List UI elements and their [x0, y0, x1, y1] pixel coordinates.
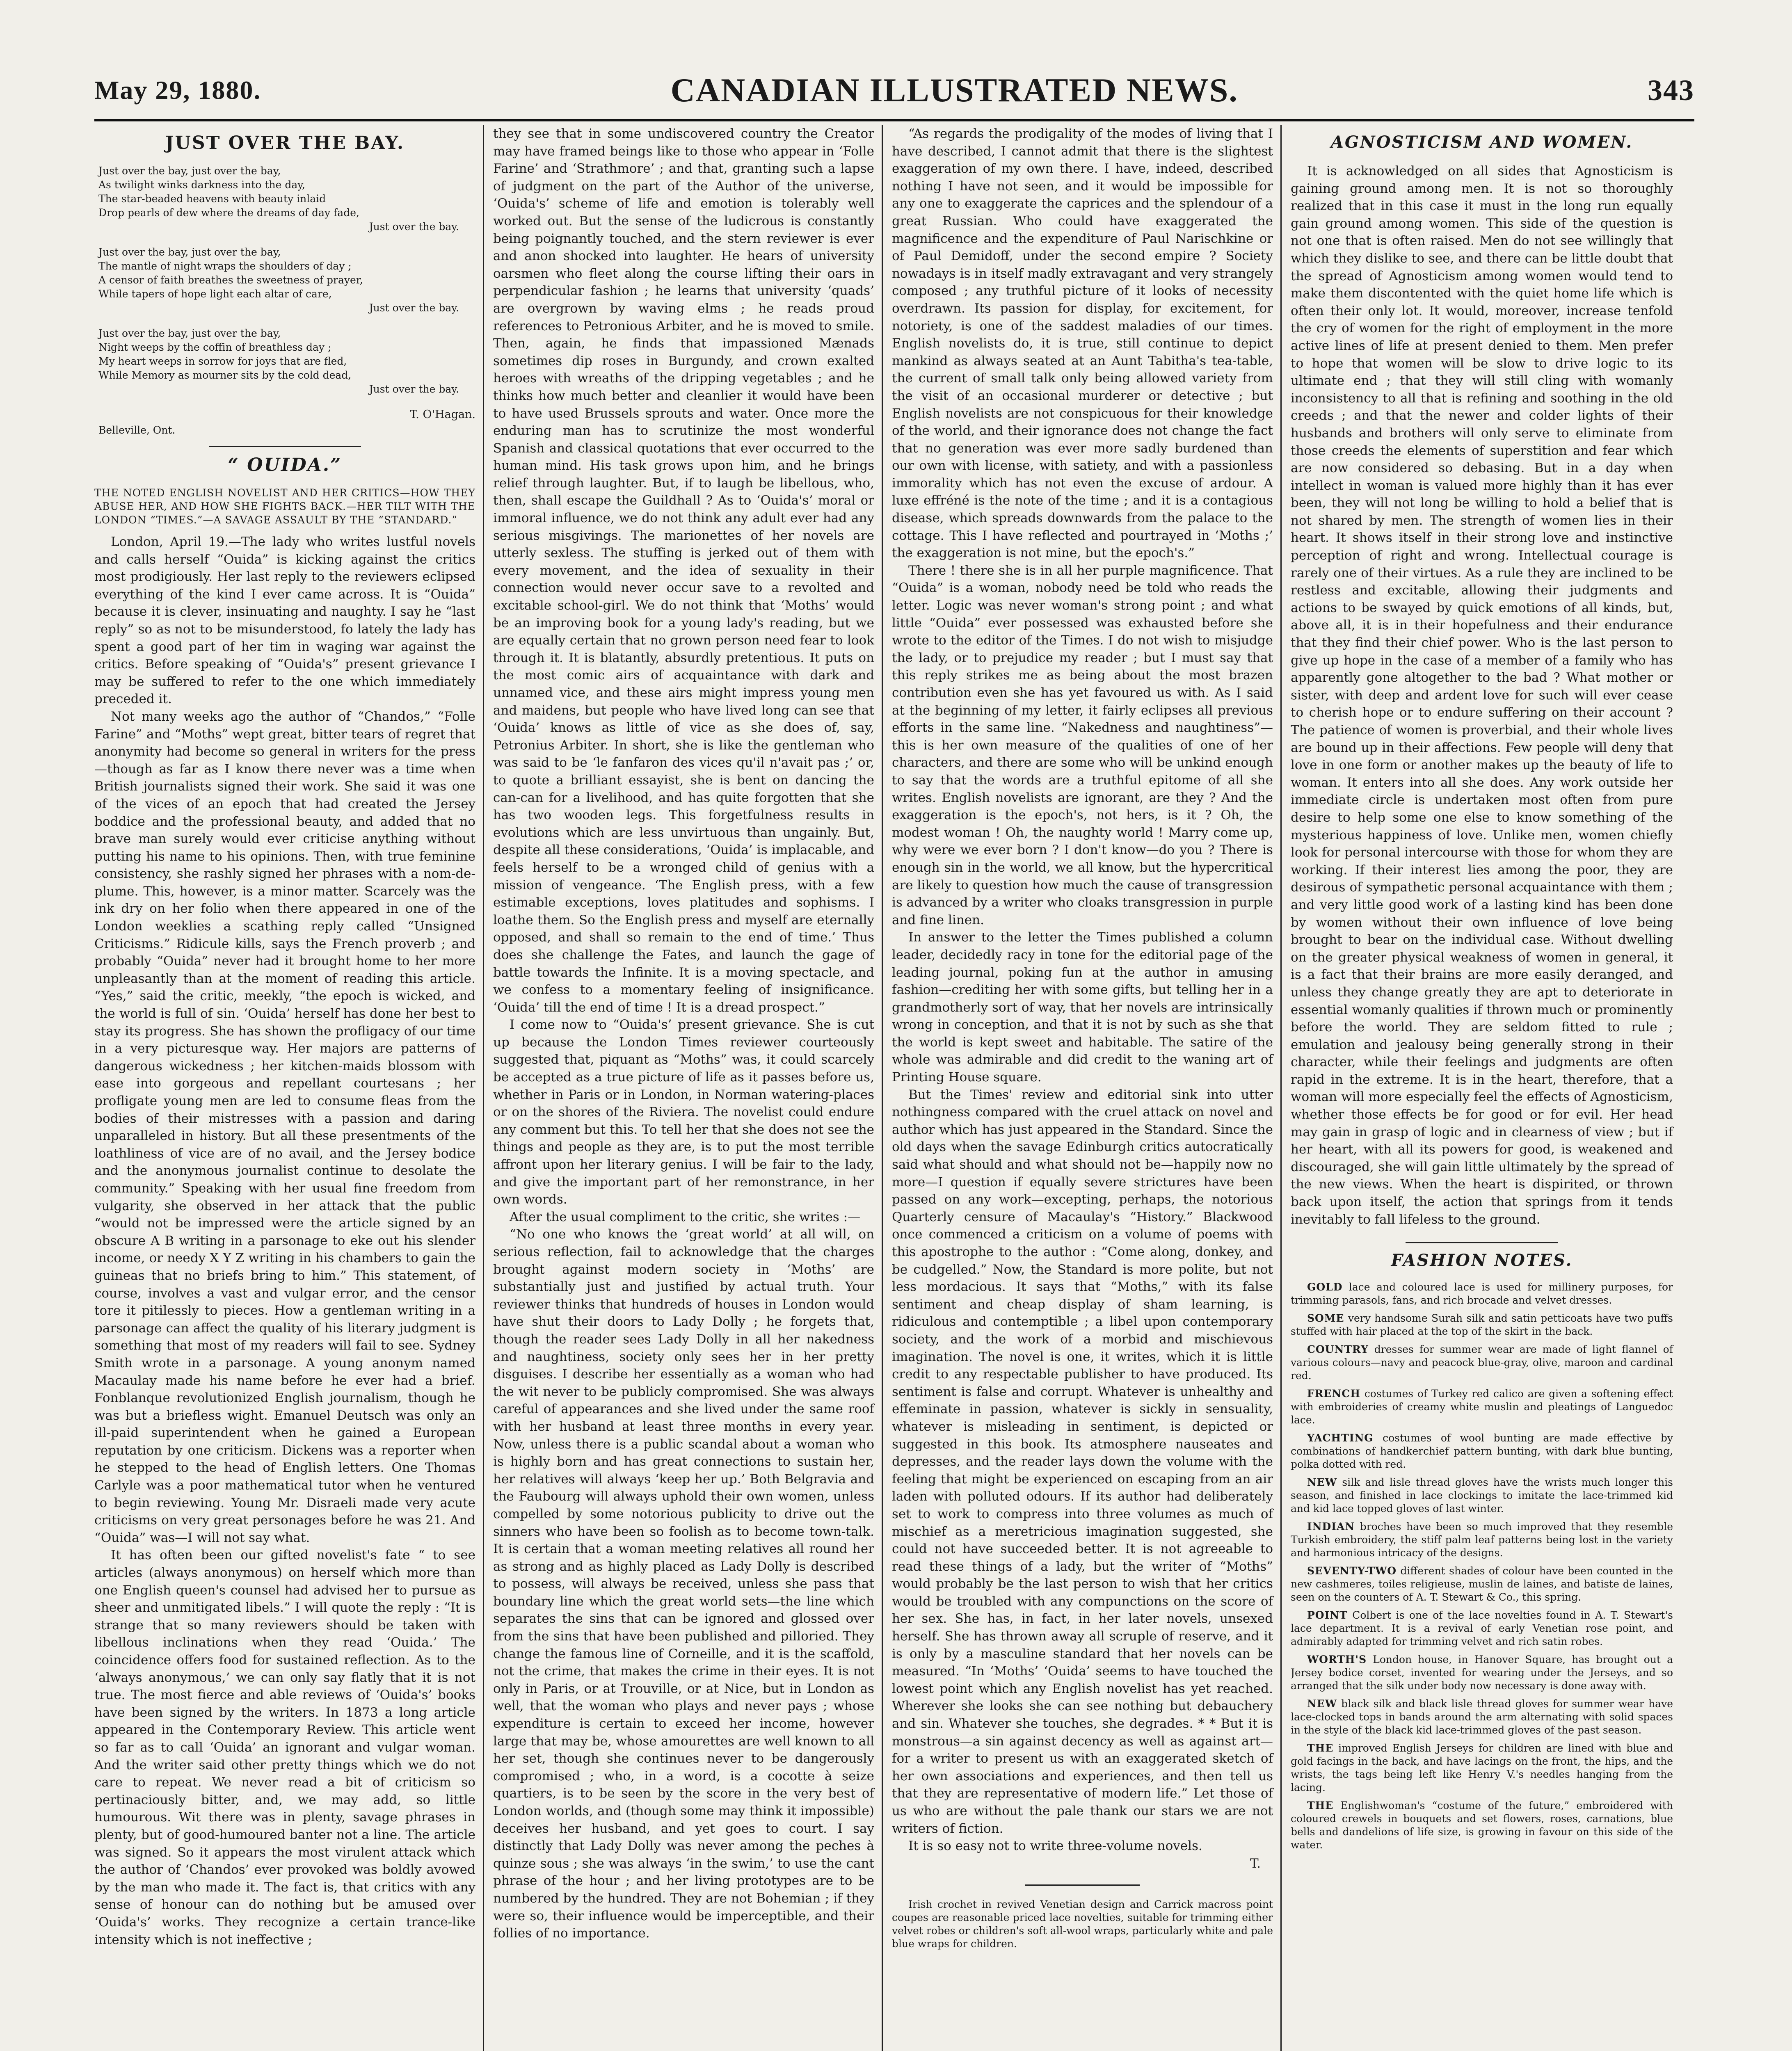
poem-line: While tapers of hope light each altar of care, [98, 288, 332, 300]
poem-title: JUST OVER THE BAY. [165, 132, 405, 153]
poem-refrain: Just over the bay. [369, 221, 459, 233]
agnosticism-title: AGNOSTICISM AND WOMEN. [1330, 132, 1633, 152]
paragraph: Not many weeks ago the author of “Chandos,” “Folle Farine” and “Moths” wept great, bitter tears of regret that anonymity had become so general in writers for the press—though as far as I know there never was a time when British journalists signed their work. She said it was one of the vices of an epoch that had created the Jersey boddice and the professional beauty, and added that no brave man surely would ever criticise anything without putting his name to his opinions. Then, with true feminine consistency, she rashly signed her phrases with a nom-de-plume. This, however, is a minor matter. Scarcely was the ink dry on her folio when there appeared in one of the London weeklies a scathing reply called “Unsigned Criticisms.” Ridicule kills, says the French proverb ; and probably “Ouida” never had it brought home to her more unpleasantly than at the moment of reading this article. “Yes,” said the critic, meekly, “the epoch is wicked, and the world is full of sin. ‘Ouida’ herself has done her best to stay its progress. She has shown the profligacy of our time in a very picturesque way. Her majors are patterns of dangerous wickedness ; her kitchen-maids blossom with ease into gorgeous and repellant courtesans ; her profligate young men are led to consume fleas from the bodies of their mistresses with a passion and daring unparalleled in history. But all these presentments of the loathliness of vice are of no avail, and the Jersey bodice and the anonymous journalist continue to desolate the community.” Speaking with her usual fine freedom from vulgarity, she observed in her attack that the public “would not be impressed were the article signed by an obscure A B writing in a parsonage to eke out his slender income, or needy X Y Z writing in his chambers to gain the guineas that no briefs bring to him.” This statement, of course, involves a vast and vulgar error, and the censor tore it pitilessly to pieces. How a gentleman writing in a parsonage can affect the quality of his literary judgment is something that most of my readers will fail to see. Sydney Smith wrote in a parsonage. A young anonym named Macaulay made his name before he ever had a brief. Fonblanque revolutionized English journalism, though he was but a briefless wight. Emanuel Deutsch was only an ill-paid superintendent when he gained a European reputation by one criticism. Dickens was a reporter when he stepped to the head of English letters. One Thomas Carlyle was a poor mathematical tutor when he ventured to begin reviewing. Young Mr. Disraeli made very acute criticisms on very great personages before he was 21. And “Ouida” was—I will not say what. [94, 709, 475, 1545]
ouida-title: “ OUIDA.” [228, 455, 342, 475]
fashion-note: SEVENTY-TWO different shades of colour have been counted in the new cashmeres, toiles religieuse, muslin de laines, and batiste de laines, seen on the counters of A. T. Stewart & Co., this spring. [1291, 1565, 1673, 1603]
poem-stanza [98, 164, 475, 234]
irish-crochet-note [892, 1898, 1273, 1951]
poem-place: Belleville, Ont. [98, 424, 176, 436]
section-divider [1025, 1884, 1140, 1886]
fashion-note: POINT Colbert is one of the lace novelties found in A. T. Stewart's lace department. It is a revival of early Venetian rose point, and admirably adapted for trimming velvet and rich satin robes. [1291, 1609, 1673, 1648]
paragraph: “As regards the prodigality of the modes of living that I have described, I cannot admit that there is the slightest exaggeration of my own there. I have, indeed, described nothing I have not seen, and it would be impossible for any one to exaggerate the caprices and the splendour of a great Russian. Who could have exaggerated the magnificence and the expenditure of Paul Narischkine or of Paul Demidoff, under the second empire ? Society nowadays is in itself madly extravagant and very strangely composed ; any truthful picture of it looks of necessity overdrawn. Its passion for display, for excitement, for notoriety, is one of the saddest maladies of our times. English novelists do, it is true, still continue to depict mankind as always seated at an Aunt Tabitha's tea-table, the current of small talk only being allowed variety from the visit of an occasional murderer or detective ; but English novelists are not conspicuous for their knowledge of the world, and their ignorance does not change the fact that no generation was ever more sadly burdened than our own with license, with satiety, and with a passionless immorality which has not even the excuse of ardour. A luxe effréné is the note of the time ; and it is a contagious disease, which spreads downwards from the palace to the cottage. This I have reflected and pourtrayed in ‘Moths ;’ the exaggeration is not mine, but the epoch's.” [892, 126, 1273, 561]
poem-line: Just over the bay, just over the bay, [98, 327, 281, 339]
column-4 [1291, 125, 1680, 2051]
fashion-note: THE improved English Jerseys for children are lined with blue and gold facings in the back, and have lacings on the front, the hips, and the wrists, the tags being left like Henry V.'s needles hanging from the lacing. [1291, 1742, 1673, 1794]
page-number: 343 [1648, 73, 1694, 107]
fashion-notes [1291, 1281, 1673, 1852]
paragraph: Irish crochet in revived Venetian design and Carrick macross point coupes are reasonable priced lace novelties, suitable for trimming either velvet robes or children's soft all-wool wraps, particularly white and pale blue wraps for children. [892, 1898, 1273, 1950]
fashion-note: NEW black silk and black lisle thread gloves for summer wear have lace-clocked tops in bands around the arm alternating with solid spaces in the style of the black kid lace-trimmed gloves of the past season. [1291, 1698, 1673, 1736]
page-header [94, 62, 1694, 121]
poem-line: While Memory as mourner sits by the cold dead, [98, 369, 352, 381]
poem-line: Drop pearls of dew where the dreams of day fade, [98, 207, 359, 219]
column-1 [94, 125, 484, 2051]
paragraph: It is so easy not to write three-volume novels. [908, 1839, 1202, 1854]
poem-line: The star-beaded heavens with beauty inlaid [98, 193, 326, 205]
fashion-note: COUNTRY dresses for summer wear are made of light flannel of various colours—navy and peacock blue-gray, olive, maroon and cardinal red. [1291, 1343, 1673, 1382]
issue-date: May 29, 1880. [94, 75, 261, 105]
paragraph: But the Times' review and editorial sink into utter nothingness compared with the cruel attack on novel and author which has just appeared in the Standard. Since the old days when the savage Edinburgh critics autocratically said what should and what should not be—happily now no more—I question if equally severe strictures have been passed on any work—excepting, perhaps, the notorious Quarterly censure of Macaulay's “History.” Blackwood once commenced a criticism on a volume of poems with this apostrophe to the author : “Come along, donkey, and be cudgelled.” Now, the Standard is more polite, but not less mordacious. It says that “Moths,” with its false sentiment and cheap display of sham learning, is ridiculous and contemptible ; a libel upon contemporary society, and the work of a morbid and mischievous imagination. The novel is one, it writes, which it is little credit to any respectable publisher to have produced. Its sentiment is false and corrupt. Whatever is unhealthy and effeminate in passion, whatever is sickly in sensuality, whatever is misleading in sentiment, is depicted or suggested in this book. Its atmosphere nauseates and depresses, and the reader lays down the volume with the feeling that might be experienced on escaping from an air laden with polluted odours. If its author had deliberately set to work to compress into three volumes as much of mischief as a meretricious imagination suggested, she could not have succeeded better. It is not agreeable to read these things of a lady, but the writer of “Moths” would probably be the last person to wish that her critics would be troubled with any compunctions on the score of her sex. She has, in fact, in her later novels, unsexed herself. She has thrown away all scruple of reserve, and it is only by a masculine standard that her novels can be measured. “In ‘Moths’ ‘Ouida’ seems to have touched the lowest point which any English novelist has yet reached. Wherever she looks she can see nothing but debauchery and sin. Whatever she touches, she degrades. * * But it is monstrous—a sin against decency as well as against art—for a writer to present us with an exaggerated sketch of her own associations and experiences, and then tell us that they are representative of modern life.” Let those of us who are without the pale thank our stars we are not writers of fiction. [892, 1087, 1273, 1836]
ouida-subhead: THE NOTED ENGLISH NOVELIST AND HER CRITICS—HOW THEY ABUSE HER, AND HOW SHE FIGHTS BACK.—HER TILT WITH THE LONDON “TIMES.”—A SAVAGE ASSAULT BY THE “STANDARD.” [94, 487, 475, 526]
article-body [493, 125, 874, 1942]
columns [94, 125, 1703, 2051]
poem-author: T. O'Hagan. [410, 408, 475, 421]
fashion-note: INDIAN broches have been so much improved that they resemble Turkish embroidery, the stiff palm leaf patterns being lost in the variety and harmonious intricacy of the designs. [1291, 1521, 1673, 1559]
poem-refrain: Just over the bay. [369, 383, 459, 395]
poem-line: A censor of faith breathes the sweetness of prayer, [98, 274, 363, 286]
fashion-note: SOME very handsome Surah silk and satin petticoats have two puffs stuffed with hair placed at the top of the skirt in the back. [1291, 1312, 1673, 1338]
poem [98, 164, 475, 422]
paragraph: I come now to “Ouida's’ present grievance. She is cut up because the London Times reviewer courteously suggested that, piquant as “Moths” was, it could scarcely be accepted as a true picture of life as it passes before us, whether in Paris or in London, in Norman watering-places or on the shores of the Riviera. The novelist could endure any comment but this. To tell her that she does not see the things and people as they are, is to put the most terrible affront upon her literary genius. I will be fair to the lady, and give the important part of her remonstrance, in her own words. [493, 1017, 874, 1207]
article-body [892, 125, 1273, 1872]
paragraph: London, April 19.—The lady who writes lustful novels and calls herself “Ouida” is kicking against the critics most prodigiously. Her last reply to the reviewers eclipsed everything of the kind I ever came across. It is “Ouida” because it is clever, insinuating and naughty. I say he “last reply” so as not to be misunderstood, fo lately the lady has spent a good part of her tim in waging war against the critics. Before speaking of “Ouida's” present grievance I may be suffered to refer to the one which immediately preceded it. [94, 534, 475, 707]
paragraph: It has often been our gifted novelist's fate “ to see articles (always anonymous) on herself which more than one English queen's counsel had advised her to pursue as sheer and unmitigated libels.” I will quote the reply : “It is strange that so many reviewers should be taken with libellous inclinations when they read ‘Ouida.’ The coincidence offers food for sustained reflection. As to the ‘always anonymous,’ we can only say flatly that it is not true. The most fierce and able reviews of ‘Ouida's’ books have been signed by the writers. In 1873 a long article appeared in the Contemporary Review. This article went so far as to call ‘Ouida’ an ignorant and vulgar woman. And the writer said other pretty things which we do not care to repeat. We never read a bit of criticism so pertinaciously bitter, and, we may add, so little humourous. Wit there was in plenty, savage phrases in plenty, but of good-humoured banter not a line. The article was signed. So it appears the most virulent attack which the author of ‘Chandos’ ever provoked was boldly avowed by the man who made it. The fact is, that critics with any sense of honour can do nothing but be amused over ‘Ouida's’ works. They recognize a certain trance-like intensity which is not ineffective ; [94, 1548, 475, 1947]
poem-line: Just over the bay, just over the bay, [98, 246, 281, 258]
paragraph: “No one who knows the ‘great world’ at all will, on serious reflection, fail to acknowledge that the charges brought against modern society in ‘Moths’ are substantially just and justified by actual truth. Your reviewer thinks that hundreds of houses in London would have shut their doors to Lady Dolly ; he forgets that, though the reader sees Lady Dolly in all her nakedness and naughtiness, society only sees her in her pretty disguises. I describe her essentially as a woman who had the wit never to be publicly compromised. She was always careful of appearances and she lived under the same roof with her husband at least three months in every year. Now, unless there is a public scandal about a woman who is highly born and has great connections to sustain her, her relatives will always ‘keep her up.’ Both Belgravia and the Faubourg will always uphold their own women, unless compelled by some notorious publicity to drive out the sinners who have been so foolish as to become town-talk. It is certain that a woman meeting relatives all round her as strong and as highly placed as Lady Dolly is described to possess, will always be received, unless she pass that boundary line which the great world sets—the line which separates the sins that can be ignored and glossed over from the sins that have been published and pilloried. They change the famous line of Corneille, and it is the scaffold, not the crime, that makes the crime in their eyes. It is not only in Paris, or at Trouville, or at Nice, but in London as well, that the woman who plays and never pays ; whose expenditure is certain to exceed her income, however large that may be, whose amourettes are well known to all her set, though she continues never to be dangerously compromised ; who, in a word, is a cocotte à seize quartiers, is to be seen by the score in the very best of London worlds, and (though some may think it impossible) deceives her husband, and yet goes to court. I say distinctly that Lady Dolly was never among the peches à quinze sous ; she was always ‘in the swim,’ to use the cant phrase of the hour ; and her living prototypes are to be numbered by the hundred. They are not Bohemian ; if they were so, their influence would be imperceptible, and their follies of no importance. [493, 1227, 874, 1941]
section-divider [1406, 1242, 1559, 1243]
column-2 [493, 125, 883, 2051]
paragraph: In answer to the letter the Times published a column leader, decidedly racy in tone for the editorial page of the leading journal, poking fun at the author in amusing fashion—crediting her with some gifts, but telling her in a grandmotherly sort of way, that her novels are intrinsically wrong in conception, and that it is not by such as she that the world is kept sweet and habitable. The satire of the whole was admirable and did credit to the waning art of Printing House square. [892, 930, 1273, 1085]
fashion-note: NEW silk and lisle thread gloves have the wrists much longer this season, and finished in lace clockings to imitate the lace-trimmed kid and kid lace topped gloves of last winter. [1291, 1476, 1673, 1515]
column-3 [892, 125, 1282, 2051]
poem-stanza [98, 327, 475, 396]
fashion-note: YACHTING costumes of wool bunting are made effective by combinations of handkerchief pattern bunting, with dark blue bunting, polka dotted with red. [1291, 1432, 1673, 1471]
fashion-note: GOLD lace and coloured lace is used for millinery purposes, for trimming parasols, fans, and rich brocade and velvet dresses. [1291, 1281, 1673, 1306]
fashion-note: FRENCH costumes of Turkey red calico are given a softening effect with embroideries of creamy white muslin and pleatings of Languedoc lace. [1291, 1388, 1673, 1426]
paragraph: they see that in some undiscovered country the Creator may have framed beings like to those who appear in ‘Folle Farine’ and ‘Strathmore’ ; and that, granting such a lapse of judgment on the part of the Author of the universe, ‘Ouida's’ scheme of life and emotion is tolerably well worked out. But the sense of the ludicrous is constantly being poignantly touched, and the stern reviewer is ever and anon shocked into laughter. He hears of university oarsmen who fleet along the course lifting their oars in perpendicular fashion ; he learns that university ‘quads’ are overgrown by waving elms ; he reads proud references to Petronious Arbiter, and he is moved to smile. Then, again, he finds that impassioned Mænads sometimes dip roses in Burgundy, and crown exalted heroes with wreaths of the dripping vegetables ; and he thinks how much better and cleanlier it would have been to have used Brussels sprouts and water. Once more the enduring man has to scrutinize the most wonderful Spanish and classical quotations that ever occurred to the human mind. His task grows upon him, and he brings relief through laughter. But, if to laugh be libellous, who, then, shall escape the Guildhall ? As to ‘Ouida's’ moral or immoral influence, we do not think any adult ever had any serious misgivings. The marionettes of her novels are utterly sexless. The stuffing is jerked out of them with every movement, and the idea of sexuality in their connection would never occur save to a revolted and excitable school-girl. We do not think that ‘Moths’ would be an improving book for a young lady's reading, but we are equally certain that no grown person need fear to look through it. It is blatantly, absurdly pretentious. It puts on the most comic airs of acquaintance with dark and unnamed vice, and these airs might impress young men and maidens, but people who have lived long can see that ‘Ouida’ knows as little of vice as she does of, say, Petronius Arbiter. In short, she is like the gentleman who was said to be ‘le fanfaron des vices qu'il n'avait pas ;’ or, to quote a brilliant essayist, she is bent on dancing the can-can for a livelihood, and has quite forgotten that she has two wooden legs. This forgetfulness results in evolutions which are less unvirtuous than ungainly. But, despite all these considerations, ‘Ouida’ is implacable, and feels herself to be a wronged child of genius with a mission of vengeance. ‘The English press, with a few estimable exceptions, loves platitudes and sophisms. I loathe them. So the English press and myself are eternally opposed, and shall so remain to the end of time.’ Thus does she challenge the Fates, and launch the gage of battle towards the Infinite. It is a moving spectacle, and we confess to a momentary feeling of insignificance. ‘Ouida’ till the end of time ! It is a dread prospect.” [493, 126, 874, 1015]
fashion-note: THE Englishwoman's “costume of the future,” embroidered with coloured crewels in bouquets and set flowers, roses, carnations, blue bells and dandelions of life size, is growing in favour on this side of the water. [1291, 1800, 1673, 1851]
poem-line: Night weeps by the coffin of breathless day ; [98, 341, 331, 353]
article-signature: T. [1250, 1856, 1261, 1871]
poem-line: Just over the bay, just over the bay, [98, 165, 281, 177]
paragraph: There ! there she is in all her purple magnificence. That “Ouida” is a woman, nobody need be told who reads the letter. Logic was never woman's strong point ; and what little “Ouida” ever possessed was exhausted before she wrote to the editor of the Times. I do not wish to misjudge the lady, or to prejudice my reader ; but I must say that this reply strikes me as being about the most brazen contribution even she has yet favoured us with. As I said at the beginning of my letter, it fairly eclipses all previous efforts in the same line. “Nakedness and naughtiness”—this is her own measure of the qualities of one of her characters, and there are some who will be unkind enough to say that the words are a truthful epitome of all she writes. English novelists are ignorant, are they ? And the exaggeration is the epoch's, not hers, is it ? Oh, the modest woman ! Oh, the naughty world ! Marry come up, why were we ever born ? I don't know—do you ? There is enough sin in the world, we all know, but the hypercritical are likely to question how much the cause of transgression is advanced by a writer who cloaks transgression in purple and fine linen. [892, 563, 1273, 927]
poem-line: As twilight winks darkness into the day, [98, 179, 305, 191]
poem-line: My heart weeps in sorrow for joys that are fled, [98, 355, 347, 367]
newspaper-title: CANADIAN ILLUSTRATED NEWS. [670, 71, 1238, 109]
fashion-note: WORTH'S London house, in Hanover Square, has brought out a Jersey bodice corset, invented for wearing under the Jerseys, and so arranged that the silk under body now necessary is done away with. [1291, 1654, 1673, 1692]
poem-stanza [98, 245, 475, 315]
poem-line: The mantle of night wraps the shoulders of day ; [98, 260, 352, 272]
article-body [94, 533, 475, 1948]
fashion-title: FASHION NOTES. [1391, 1251, 1573, 1270]
poem-refrain: Just over the bay. [369, 302, 459, 314]
paragraph: After the usual compliment to the critic, she writes :— [510, 1209, 861, 1224]
paragraph: It is acknowledged on all sides that Agnosticism is gaining ground among men. It is not so thoroughly realized that in this case it must in the long run equally gain ground among women. This side of the question is not one that is often raised. Men do not see willingly that which they dislike to see, and there can be little doubt that the spread of Agnosticism among women would tend to make them discontented with the quiet home life which is often their only lot. It would, moreover, increase tenfold the cry of women for the right of employment in the more active lines of life at present denied to them. Men prefer to hope that women will be slow to drive logic to its ultimate end ; that they will still cling with womanly inconsistency to all that is refining and soothing in the old creeds ; and that the newer and colder lights of their husbands and brothers will only serve to eliminate from those creeds the elements of superstition and fear which are now considered so debasing. But in a day when intellect in woman is valued more highly than it has ever been, they will not long be willing to hold a belief that is not shared by men. The strength of women lies in their heart. It shows itself in their strong love and instinctive perception of right and wrong. Intellectual courage is rarely one of their virtues. As a rule they are inclined to be restless and excitable, allowing their judgments and actions to be swayed by quick emotions of all kinds, but, above all, it is in their hopefulness and their endurance that they find their chief power. Who is the last person to give up hope in the case of a member of a family who has apparently gone altogether to the bad ? What mother or sister, with deep and ardent love for such will ever cease to cherish hope or to endure suffering on their account ? The patience of women is proverbial, and their whole lives are bound up in their affections. Few people will deny that love in one form or another makes up the beauty of life to woman. It enters into all she does. Any work outside her immediate circle is undertaken most often from pure desire to help some one else to know something of the mysterious happiness of love. Unlike men, women chiefly look for personal intercourse with those for whom they are working. If their interest lies among the poor, they are desirous of sympathetic personal acquaintance with them ; and very little good work of a lasting kind has been done by women without their own influence of love being brought to bear on the individual case. Without dwelling on the greater physical weakness of women in general, it is a fact that their brains are more easily deranged, and unless they change greatly they are apt to deteriorate in essential womanly qualities if thrown much or prominently before the world. They are seldom fitted to rule ; emulation and jealousy being generally strong in their character, while their feelings and judgments are often rapid in the extreme. It is in the heart, therefore, that a woman will more especially feel the effects of Agnosticism, whether those effects be for good or for evil. Her head may gain in grasp of logic and in clearness of view ; but if her heart, with all its powers for good, is weakened and discouraged, she will gain little ultimately by the spread of the new views. When the heart is dispirited, or thrown back upon itself, the action that springs from it tends inevitably to fall lifeless to the ground. [1291, 164, 1673, 1227]
agnosticism-body [1291, 162, 1673, 1228]
section-divider [209, 446, 361, 447]
